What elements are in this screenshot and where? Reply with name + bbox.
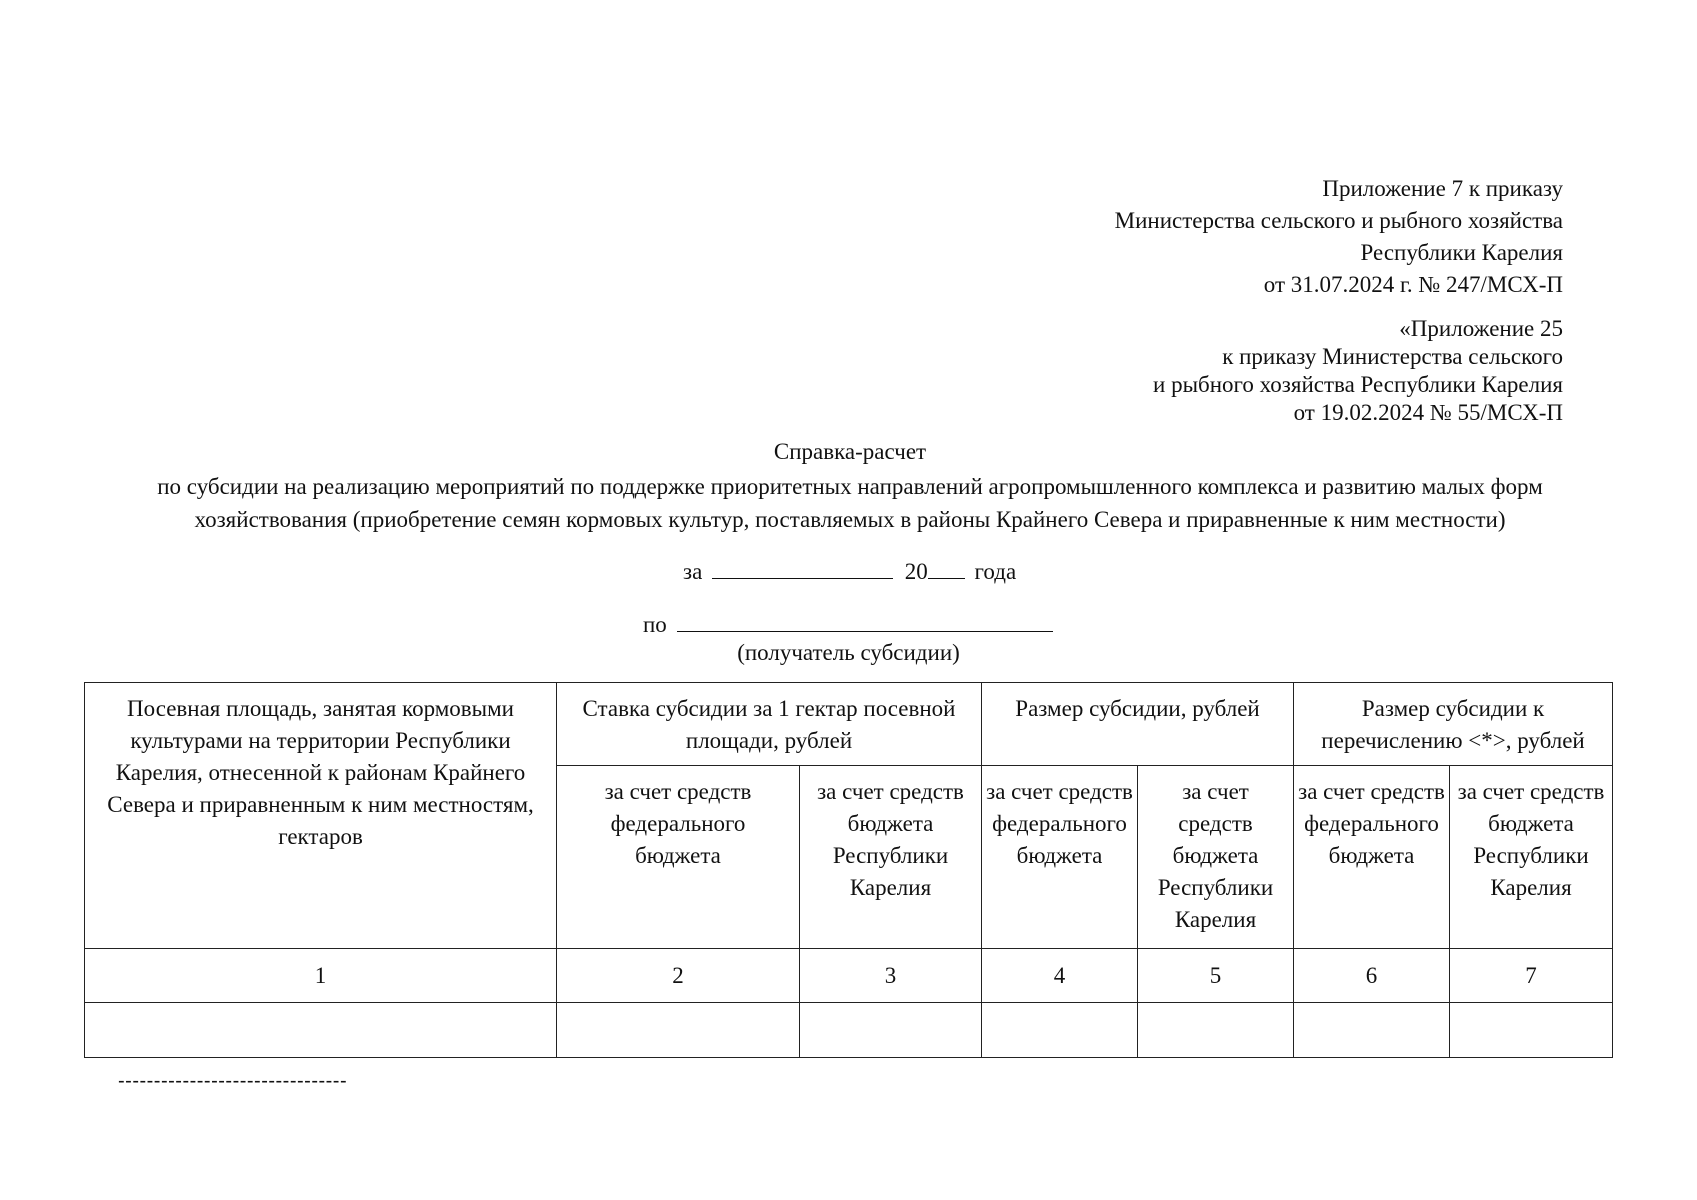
- appendix-header: [1115, 173, 1563, 301]
- data-cell[interactable]: [1138, 1003, 1294, 1058]
- subsidy-table: [84, 682, 1613, 1058]
- group-header-transfer: Размер субсидии к перечислению <*>, рублей: [1294, 683, 1613, 766]
- data-cell[interactable]: [557, 1003, 800, 1058]
- prior-appendix-line: «Приложение 25: [1399, 316, 1563, 341]
- col1-header: Посевная площадь, занятая кормовыми культурами на территории Республики Карелия, отнесенной к районам Крайнего Севера и приравненным к ним местностям, гектаров: [85, 683, 557, 949]
- header-row-1: [85, 683, 1613, 766]
- sub-header: за счет средств федерального бюджета: [982, 766, 1138, 949]
- data-cell[interactable]: [85, 1003, 557, 1058]
- group-header-amount: Размер субсидии, рублей: [982, 683, 1294, 766]
- column-number: 6: [1294, 949, 1450, 1003]
- data-cell[interactable]: [800, 1003, 982, 1058]
- column-number-row: [85, 949, 1613, 1003]
- sub-header: за счет средств бюджета Республики Карелия: [1138, 766, 1294, 949]
- recipient-blank[interactable]: [677, 609, 1053, 632]
- column-number: 4: [982, 949, 1138, 1003]
- group-header-rate: Ставка субсидии за 1 гектар посевной площади, рублей: [557, 683, 982, 766]
- sub-header: за счет средств бюджета Республики Карелия: [800, 766, 982, 949]
- column-number: 3: [800, 949, 982, 1003]
- sub-header: за счет средств федерального бюджета: [1294, 766, 1450, 949]
- footnote-separator: --------------------------------: [118, 1070, 348, 1092]
- column-number: 1: [85, 949, 557, 1003]
- period-suffix: года: [974, 559, 1017, 584]
- prior-appendix-line: от 19.02.2024 № 55/МСХ-П: [1293, 400, 1563, 425]
- appendix-line: Республики Карелия: [1360, 240, 1563, 265]
- appendix-line: от 31.07.2024 г. № 247/МСХ-П: [1263, 272, 1563, 297]
- column-number: 5: [1138, 949, 1294, 1003]
- prior-appendix-header: [1153, 315, 1563, 427]
- sub-header: за счет средств бюджета Республики Карелия: [1450, 766, 1613, 949]
- subtitle-line: хозяйствования (приобретение семян кормовых культур, поставляемых в районы Крайнего Севера и приравненные к ним местности): [194, 507, 1506, 532]
- data-cell[interactable]: [982, 1003, 1138, 1058]
- data-cell[interactable]: [1450, 1003, 1613, 1058]
- document-title: Справка-расчет: [773, 439, 927, 464]
- subtitle-line: по субсидии на реализацию мероприятий по поддержке приоритетных направлений агропромышленного комплекса и развитию малых форм: [157, 474, 1543, 499]
- period-year-prefix: 20: [904, 559, 928, 584]
- period-prefix: за: [683, 559, 703, 584]
- recipient-line: [643, 609, 1053, 638]
- period-blank[interactable]: [712, 556, 893, 579]
- sub-header: за счет средств федерального бюджета: [557, 766, 800, 949]
- column-number: 7: [1450, 949, 1613, 1003]
- recipient-caption: (получатель субсидии): [737, 640, 960, 665]
- appendix-line: Приложение 7 к приказу: [1322, 176, 1563, 201]
- year-blank[interactable]: [928, 556, 965, 579]
- prior-appendix-line: к приказу Министерства сельского: [1222, 344, 1563, 369]
- column-number: 2: [557, 949, 800, 1003]
- data-entry-row: [85, 1003, 1613, 1058]
- data-cell[interactable]: [1294, 1003, 1450, 1058]
- recipient-prefix: по: [643, 612, 667, 637]
- period-line: [683, 556, 1016, 585]
- document-subtitle: [90, 470, 1610, 536]
- appendix-line: Министерства сельского и рыбного хозяйства: [1114, 208, 1563, 233]
- prior-appendix-line: и рыбного хозяйства Республики Карелия: [1153, 372, 1563, 397]
